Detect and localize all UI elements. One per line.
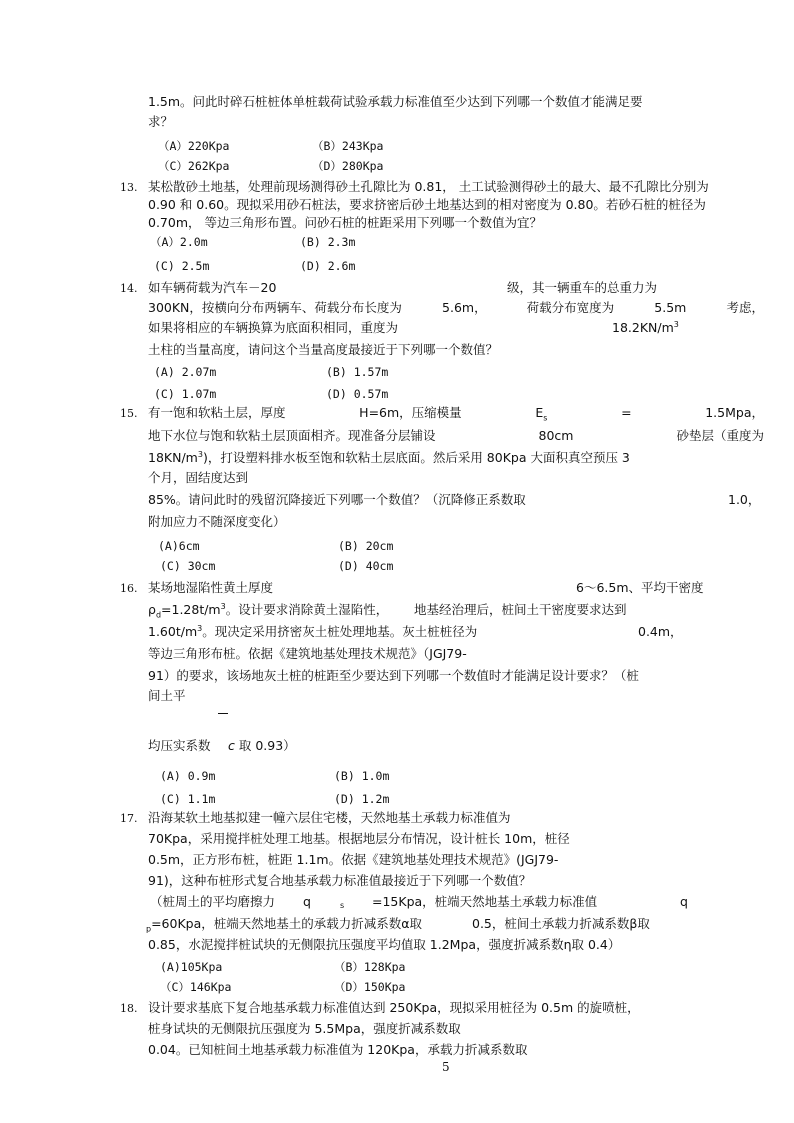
q15-line: 1.0， [728, 492, 761, 507]
q13-option-a: （A）2.0m [150, 235, 208, 249]
text-segment [535, 405, 547, 421]
q15-option-a: (A)6cm [158, 539, 200, 553]
text-segment: 。设计要求消除黄土湿陷性， [225, 602, 389, 617]
text-segment: 18KN/m [148, 450, 198, 465]
q13-option-b: (B) 2.3m [300, 235, 356, 249]
q16-line: 0.4m， [638, 624, 683, 639]
text-segment: )，打设塑料排水板至饱和软粘土层底面。然后采用 80Kpa 大面积真空预压 3 [202, 450, 630, 465]
q16-option-b: (B) 1.0m [334, 769, 390, 783]
q15-line: 个月，固结度达到 [148, 470, 249, 485]
subscript: p [146, 924, 152, 934]
q17-line: 0.5m，正方形布桩，桩距 1.1m。依据《建筑地基处理技术规范》(JGJ79- [148, 852, 559, 867]
text-segment: =60Kpa，桩端天然地基土的承载力折减系数α取 [151, 916, 422, 931]
q13-line: 0.90 和 0.60。现拟采用砂石桩法，要求挤密后砂土地基达到的相对密度为 0.80。若砂石桩的桩径为 [148, 197, 706, 212]
q17-line [146, 916, 422, 932]
subscript: s [543, 413, 548, 423]
q15-line: 85%。请问此时的残留沉降接近下列哪一个数值？（沉降修正系数取 [148, 492, 526, 507]
q12-line: 求？ [148, 114, 174, 129]
q17-line: q [680, 894, 688, 909]
question-number: 14. [120, 282, 138, 295]
q16-line [228, 738, 296, 754]
q14-line: 如果将相应的车辆换算为底面积相同，重度为 [148, 320, 399, 335]
q17-line: 70Kpa，采用搅拌桩处理工地基。根据地层分布情况，设计桩长 10m，桩径 [148, 831, 570, 846]
page-number: 5 [442, 1060, 450, 1074]
text-segment: 砂垫层（重度为 [676, 428, 764, 443]
q16-line: 某场地湿陷性黄土厚度 [148, 580, 274, 595]
q17-line: 0.85，水泥搅拌桩试块的无侧限抗压强度平均值取 1.2Mpa，强度折减系数η取 0.4） [148, 937, 621, 952]
question-number: 18. [120, 1002, 138, 1015]
q17-subscript: s [340, 901, 345, 910]
question-number: 16. [120, 582, 138, 595]
superscript: 3 [197, 449, 203, 459]
q12-option-a: （A）220Kpa [158, 139, 230, 153]
q16-line: 间土平 [148, 688, 186, 703]
q15-line: 附加应力不随深度变化） [148, 514, 286, 529]
q12-option-d: （D）280Kpa [312, 159, 384, 173]
text-segment: 5.5m [654, 300, 687, 315]
q16-line [148, 624, 477, 640]
q12-option-b: （B）243Kpa [312, 139, 384, 153]
q17-line: 91)，这种布桩形式复合地基承载力标准值最接近于下列哪一个数值？ [148, 873, 532, 888]
q16-line [148, 602, 388, 618]
overbar-mark [218, 713, 228, 714]
text-segment: ρ [148, 602, 156, 617]
q13-line: 0.70m， 等边三角形布置。问砂石桩的桩距采用下列哪一个数值为宜？ [148, 215, 542, 230]
q13-option-d: (D) 2.6m [300, 259, 356, 273]
text-segment: 有一饱和软粘土层，厚度 [148, 405, 286, 420]
q15-line [148, 450, 630, 466]
q15-line [148, 405, 764, 421]
q17-option-c: （C）146Kpa [160, 980, 232, 994]
text-segment: 。现决定采用挤密灰土桩处理地基。灰土桩桩径为 [202, 624, 478, 639]
q14-line: 土柱的当量高度，请问这个当量高度最接近于下列哪一个数值？ [148, 342, 499, 357]
text-segment: 取 0.93） [238, 738, 296, 753]
q15-option-c: (C) 30cm [160, 559, 216, 573]
q14-option-b: (B) 1.57m [326, 365, 389, 379]
text-segment: 18.2KN/m [612, 320, 674, 335]
q14-line: 级，其一辆重车的总重力为 [507, 280, 658, 295]
q16-line: 地基经治理后，桩间土干密度要求达到 [414, 602, 627, 617]
q12-option-c: （C）262Kpa [158, 159, 230, 173]
q17-line: 0.5，桩间土承载力折减系数β取 [472, 916, 650, 931]
q12-line: 1.5m。问此时碎石桩桩体单桩载荷试验承载力标准值至少达到下列哪一个数值才能满足要 [148, 94, 643, 109]
question-number: 13. [120, 181, 138, 194]
text-segment: 考虑， [726, 300, 764, 315]
q17-option-a: (A)105Kpa [160, 960, 223, 974]
text-segment: =1.28t/m [161, 602, 221, 617]
q17-line: q [303, 894, 311, 909]
q18-line: 桩身试块的无侧限抗压强度为 5.5Mpa，强度折减系数取 [148, 1021, 461, 1036]
q16-option-c: (C) 1.1m [160, 792, 216, 806]
q13-line: 某松散砂土地基，处理前现场测得砂土孔隙比为 0.81， 土工试验测得砂土的最大、最不孔隙比分别为 [148, 179, 709, 194]
q15-option-b: (B) 20cm [338, 539, 394, 553]
q16-line: 91）的要求，该场地灰土桩的桩距至少要达到下列哪一个数值时才能满足设计要求？（桩 [148, 668, 639, 683]
q16-line: 等边三角形布桩。依据《建筑地基处理技术规范》（JGJ79- [148, 646, 467, 661]
q14-line [148, 300, 764, 316]
q14-option-a: (A) 2.07m [154, 365, 217, 379]
q14-line [612, 320, 679, 336]
q15-line [148, 428, 764, 444]
lambda-symbol: c [228, 738, 235, 753]
text-segment: 1.5Mpa， [705, 405, 764, 420]
q16-option-d: (D) 1.2m [334, 792, 390, 806]
question-number: 17. [120, 812, 138, 825]
q18-line: 设计要求基底下复合地基承载力标准值达到 250Kpa，现拟采用桩径为 0.5m 的旋喷桩， [148, 1000, 640, 1015]
q15-option-d: (D) 40cm [338, 559, 394, 573]
q16-line: 均压实系数 [148, 738, 211, 753]
text-segment: 80cm [538, 428, 574, 443]
question-number: 15. [120, 407, 138, 420]
q14-option-c: (C) 1.07m [154, 387, 217, 401]
text-segment: = [621, 405, 632, 420]
q14-line: 如车辆荷载为汽车－20 [148, 280, 277, 295]
q16-option-a: (A) 0.9m [160, 769, 216, 783]
text-segment: 300KN，按横向分布两辆车、荷载分布长度为 [148, 300, 402, 315]
q17-option-b: （B）128Kpa [334, 960, 406, 974]
q16-line: 6～6.5m、平均干密度 [576, 580, 704, 595]
q17-option-d: （D）150Kpa [334, 980, 406, 994]
superscript: 3 [197, 623, 203, 633]
superscript: 3 [673, 319, 679, 329]
q17-line: （桩周土的平均磨擦力 [150, 894, 276, 909]
q17-line: =15Kpa，桩端天然地基土承载力标准值 [372, 894, 598, 909]
subscript: d [155, 610, 162, 620]
text-segment: 5.6m， [442, 300, 487, 315]
text-segment: 荷载分布宽度为 [526, 300, 615, 315]
q17-line: 沿海某软土地基拟建一幢六层住宅楼，天然地基土承载力标准值为 [148, 810, 511, 825]
superscript: 3 [220, 601, 226, 611]
text-segment: 1.60t/m [148, 624, 198, 639]
text-segment: 地下水位与饱和软粘土层顶面相齐。现准备分层铺设 [148, 428, 436, 443]
text-segment: E [535, 405, 544, 420]
q18-line: 0.04。已知桩间土地基承载力标准值为 120Kpa，承载力折减系数取 [148, 1042, 528, 1057]
q13-option-c: (C) 2.5m [154, 259, 210, 273]
text-segment: H=6m，压缩模量 [359, 405, 462, 420]
q14-option-d: (D) 0.57m [326, 387, 389, 401]
